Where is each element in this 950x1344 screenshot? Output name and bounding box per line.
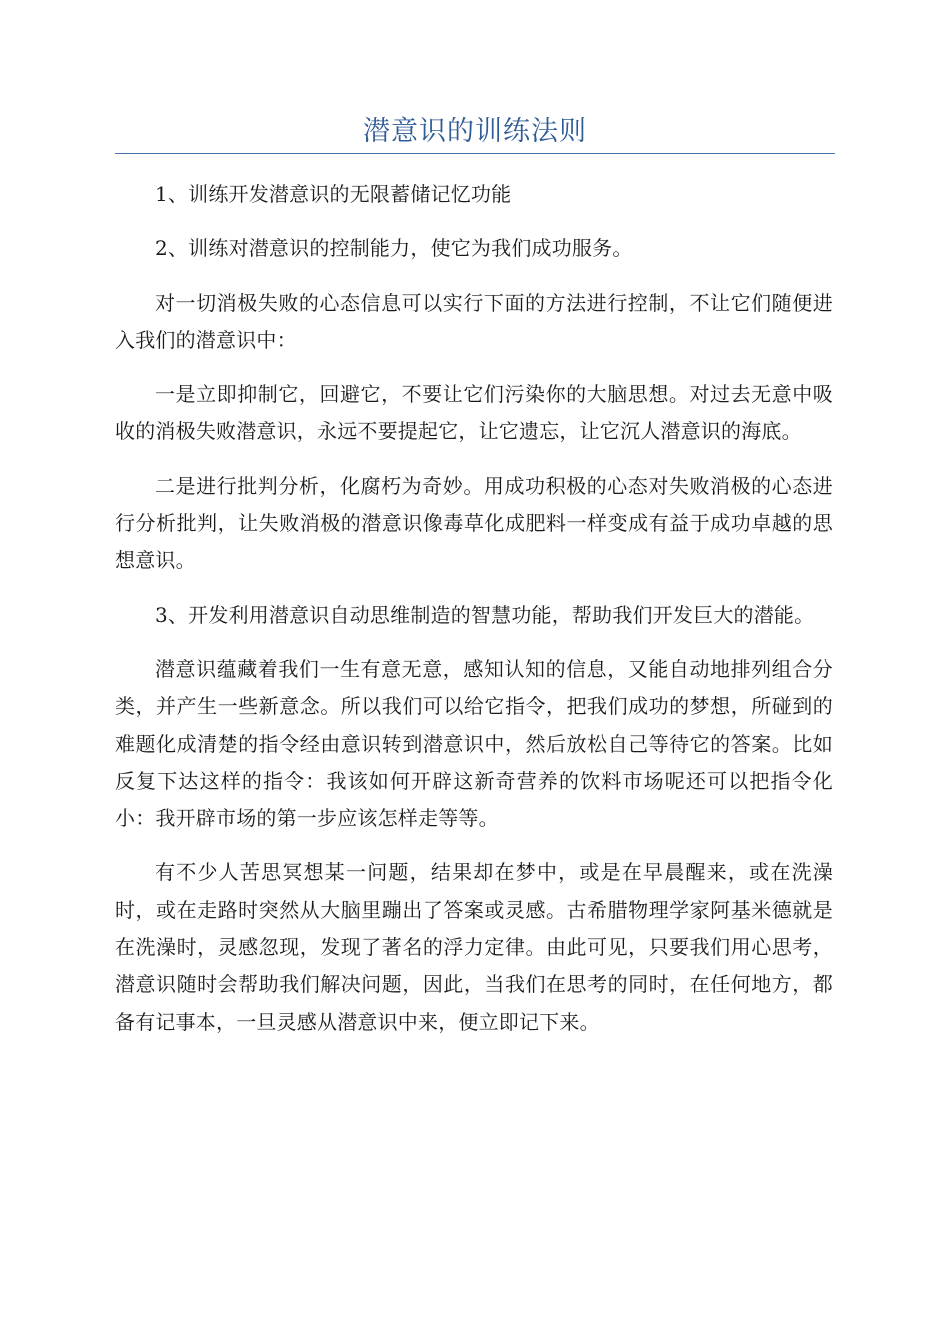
paragraph-4: 一是立即抑制它，回避它，不要让它们污染你的大脑思想。对过去无意中吸收的消极失败潜意识，永远不要提起它，让它遗忘，让它沉人潜意识的海底。 (115, 382, 833, 444)
paragraph-2: 2、训练对潜意识的控制能力，使它为我们成功服务。 (155, 236, 633, 261)
paragraph-1: 1、训练开发潜意识的无限蓄储记忆功能 (155, 182, 512, 206)
paragraph-8: 有不少人苦思冥想某一问题，结果却在梦中，或是在早晨醒来，或在洗澡时，或在走路时突然从大脑里蹦出了答案或灵感。古希腊物理学家阿基米德就是在洗澡时，灵感忽现，发现了著名的浮力定律。由此可见，只要我们用心思考，潜意识随时会帮助我们解决问题，因此，当我们在思考的同时，在任何地方，都备有记事本，一旦灵感从潜意识中来，便立即记下来。 (115, 860, 833, 1034)
paragraph-5: 二是进行批判分析，化腐朽为奇妙。用成功积极的心态对失败消极的心态进行分析批判，让失败消极的潜意识像毒草化成肥料一样变成有益于成功卓越的思想意识。 (115, 473, 833, 573)
paragraph-6: 3、开发利用潜意识自动思维制造的智慧功能，帮助我们开发巨大的潜能。 (155, 602, 815, 627)
paragraph-7: 潜意识蕴藏着我们一生有意无意，感知认知的信息，又能自动地排列组合分类，并产生一些新意念。所以我们可以给它指令，把我们成功的梦想，所碰到的难题化成清楚的指令经由意识转到潜意识中，然后放松自己等待它的答案。比如反复下达这样的指令：我该如何开辟这新奇营养的饮料市场呢还可以把指令化小：我开辟市场的第一步应该怎样走等等。 (115, 656, 833, 831)
document-title: 潜意识的训练法则 (363, 116, 587, 147)
document-body (115, 176, 833, 1058)
title-underline (115, 153, 835, 154)
paragraph-3: 对一切消极失败的心态信息可以实行下面的方法进行控制，不让它们随便进入我们的潜意识中： (115, 290, 833, 352)
